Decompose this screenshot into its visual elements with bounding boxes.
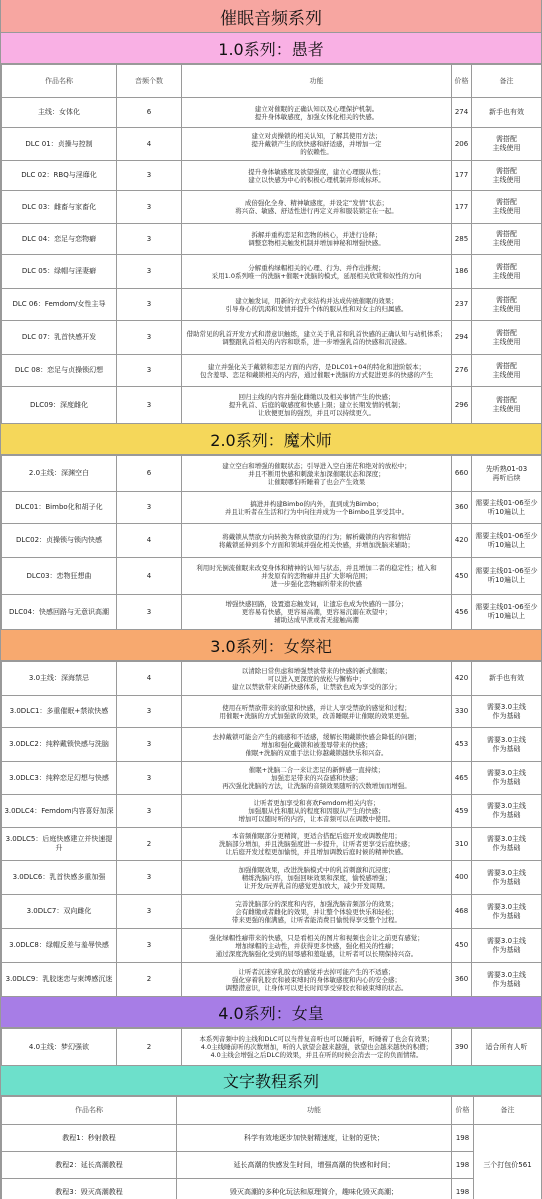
price-cell: 186 bbox=[452, 255, 472, 289]
price-cell: 198 bbox=[452, 1125, 474, 1152]
note-cell: 需要3.0主线 作为基础 bbox=[472, 895, 542, 929]
table-row bbox=[2, 387, 542, 424]
function-desc: 建立对催眠的正确认知以及心理保护机制。 提升身体敏感度，加强女体化相关的快感。 bbox=[182, 98, 452, 128]
price-cell: 198 bbox=[452, 1179, 474, 1199]
price-cell: 400 bbox=[452, 861, 472, 895]
price-cell: 390 bbox=[452, 1029, 472, 1066]
work-name: 3.0DLC8：绿帽反差与羞辱快感 bbox=[2, 929, 117, 963]
page-title: 催眠音频系列 bbox=[1, 0, 541, 33]
header-func: 功能 bbox=[177, 1097, 452, 1125]
work-name: DLC 07：乳首快感开发 bbox=[2, 321, 117, 355]
function-desc: 去掉戴锁可能会产生的痛感和不适感，缓解长期戴锁快感会降低的问题； 增加和强化戴锁和被羞辱带来的快感； 催眠+洗脑的双重手法让你越戴锁越快乐和兴奋。 bbox=[182, 728, 452, 762]
table-row bbox=[2, 224, 542, 255]
price-cell: 456 bbox=[452, 595, 472, 630]
work-name: 3.0DLC4：Femdom内容喜好加深 bbox=[2, 795, 117, 828]
audio-count: 3 bbox=[117, 224, 182, 255]
audio-count: 3 bbox=[117, 696, 182, 728]
series-3-rows bbox=[2, 662, 542, 997]
series-3-title: 3.0系列：女祭祀 bbox=[1, 630, 541, 661]
work-name: DLC01：Bimbo化和胡子化 bbox=[2, 492, 117, 524]
function-desc: 完善洗脑部分的深度和内容，加强洗脑音频部分的效果； 会有雌缴或者雌化的效果，并让整个体验更快乐和轻松； 带来更强的催满感，让听者能消费目愉悦得享受整个过程。 bbox=[182, 895, 452, 929]
note-cell: 需搭配 主线使用 bbox=[472, 191, 542, 224]
work-name: DLC 08：恋足与贞操锁幻想 bbox=[2, 355, 117, 387]
header-note: 备注 bbox=[472, 65, 542, 98]
work-name: 4.0主线：梦幻强欲 bbox=[2, 1029, 117, 1066]
function-desc: 搞进并构建Bimbo的内外，直到成为Bimbo； 并且让听者在生活和行为中向往并成为一个Bimbo且享受其中。 bbox=[182, 492, 452, 524]
price-cell: 177 bbox=[452, 161, 472, 191]
table-row bbox=[2, 1125, 542, 1152]
tutorial-name: 教程3：毁灭高潮教程 bbox=[2, 1179, 177, 1199]
work-name: 3.0DLC6：乳首快感多重加强 bbox=[2, 861, 117, 895]
audio-count: 6 bbox=[117, 456, 182, 492]
function-desc: 成倍强化全身、精神敏感度，并设定“发情”状态； 将兴奋、敏感、舒适性进行再定义并和服装锁定在一起。 bbox=[182, 191, 452, 224]
function-desc: 建立空白和增强的催眠状态；引导进入空白迷茫和绝对的放松中； 并且不断用快感和刺激来加深催眠状态和深度； 让催眠哪怕听睡着了也会产生效果 bbox=[182, 456, 452, 492]
tutorials-rows bbox=[2, 1125, 542, 1199]
function-desc: 提升身体敏感度及欲望强度，建立心理服从性； 建立以快感为中心的积极心理机制并形成标环。 bbox=[182, 161, 452, 191]
audio-count: 6 bbox=[117, 98, 182, 128]
audio-count: 3 bbox=[117, 321, 182, 355]
work-name: 3.0DLC9：乳胶迷恋与束缚感沉迷 bbox=[2, 963, 117, 997]
table-row bbox=[2, 524, 542, 558]
function-desc: 本系列音频中的主线和DLC可以当普复音听也可以睡前听，听睡着了也会有效果； 4.0主线睡前听的次数增加，听的人欲望会越来越强，欲望也会越来越快的积攒； 4.0主线会增强之后DLC的效果，并且在听的时候会消去一定的负面情绪。 bbox=[182, 1029, 452, 1066]
audio-count: 3 bbox=[117, 861, 182, 895]
function-desc: 分解重构绿帽相关的心理、行为、并作出推规； 采用1.0系列唯一的洗脑+催眠+洗脑的模式，延展相关欣赏和奴性的方向 bbox=[182, 255, 452, 289]
price-cell: 459 bbox=[452, 795, 472, 828]
price-cell: 198 bbox=[452, 1152, 474, 1179]
audio-count: 3 bbox=[117, 387, 182, 424]
note-cell: 需搭配 主线使用 bbox=[472, 355, 542, 387]
note-cell: 需要主线01-06至少 听10遍以上 bbox=[472, 524, 542, 558]
work-name: 3.0DLC2：纯粹戴锁快感与洗脑 bbox=[2, 728, 117, 762]
table-row bbox=[2, 98, 542, 128]
price-cell: 420 bbox=[452, 524, 472, 558]
tutorial-name: 教程2：延长高潮教程 bbox=[2, 1152, 177, 1179]
note-cell: 需搭配 主线使用 bbox=[472, 255, 542, 289]
function-desc: 将戴锁从禁欲方向转换为释放欲望的行为；解析戴锁的内容和情结 将戴锁延伸到多个方面和领域并强化相关快感，并增加洗脑来辅助； bbox=[182, 524, 452, 558]
note-cell: 需搭配 主线使用 bbox=[472, 289, 542, 321]
header-count: 音频个数 bbox=[117, 65, 182, 98]
series-2-rows bbox=[2, 456, 542, 630]
function-desc: 使用在听禁欲带来的欲望和快感，并让人享受禁欲的感觉和过程； 用催眠+洗脑的方式加强欲的效果，改善睡眠并让催眠的效果更强。 bbox=[182, 696, 452, 728]
table-row bbox=[2, 795, 542, 828]
audio-count: 4 bbox=[117, 662, 182, 696]
work-name: 3.0DLC3：纯粹恋足幻想与快感 bbox=[2, 762, 117, 795]
price-cell: 360 bbox=[452, 492, 472, 524]
header-note: 备注 bbox=[474, 1097, 542, 1125]
table-row bbox=[2, 828, 542, 861]
price-cell: 468 bbox=[452, 895, 472, 929]
table-row bbox=[2, 161, 542, 191]
function-desc: 让听者沉迷穿乳胶衣的感觉并去掉可能产生的不适感； 强化穿着乳胶衣和被束缚时的身体敏感度和内心的安全感； 调整潜意识，让身体可以更长时间享受穿胶衣和被束缚的状态。 bbox=[182, 963, 452, 997]
function-desc: 本音频催眠部分更精简，更适合搭配后庭开发或调教使用； 洗脑部分增加，并且洗脑强度进一步提升，让听者更享受后庭快感； 让后庭开发过程更加愉悦，并且增加调教后庭时候的精神快感。 bbox=[182, 828, 452, 861]
note-cell: 新手也有效 bbox=[472, 662, 542, 696]
table-row bbox=[2, 492, 542, 524]
table-row bbox=[2, 696, 542, 728]
function-desc: 建立触发词，用新的方式来结构并达成传统催眠的效果； 引导身心的饥渴和发情并提升个体的服从性和对女主的归属感。 bbox=[182, 289, 452, 321]
header-name: 作品名称 bbox=[2, 1097, 177, 1125]
note-cell: 需要3.0主线 作为基础 bbox=[472, 795, 542, 828]
price-cell: 285 bbox=[452, 224, 472, 255]
function-desc: 强化绿帽性癖带来的快感，只是看相关的图片和视频也会让之前更有感觉； 增加绿帽的主动性，并获得更多快感，强化相关的性癖； 通过深度洗脑强化受到的屈辱感和羞耻感，让听者可以长期保持兴奋。 bbox=[182, 929, 452, 963]
header-price: 价格 bbox=[452, 1097, 474, 1125]
table-row bbox=[2, 728, 542, 762]
table-row bbox=[2, 255, 542, 289]
price-cell: 206 bbox=[452, 128, 472, 161]
tutorials-table bbox=[1, 1096, 542, 1199]
function-desc: 以清除日常焦虑和增强禁欲带来的快感的新式催眠； 可以进入更深度的放松与懈怖中； 建立以禁欲带来的新快感体系，让禁欲也成为享受的部分； bbox=[182, 662, 452, 696]
work-name: DLC03：恋物狂想曲 bbox=[2, 558, 117, 595]
series-1-rows bbox=[2, 98, 542, 424]
work-name: 3.0DLC7：双向雌化 bbox=[2, 895, 117, 929]
audio-count: 3 bbox=[117, 355, 182, 387]
price-cell: 296 bbox=[452, 387, 472, 424]
price-cell: 177 bbox=[452, 191, 472, 224]
function-desc: 拆解并重构恋足和恋物的核心，并进行诠释； 调整恋物相关触发机制并增加神秘和增强快感。 bbox=[182, 224, 452, 255]
audio-count: 3 bbox=[117, 255, 182, 289]
price-cell: 453 bbox=[452, 728, 472, 762]
audio-count: 3 bbox=[117, 895, 182, 929]
table-row bbox=[2, 861, 542, 895]
price-cell: 276 bbox=[452, 355, 472, 387]
tutorial-name: 教程1：秒射教程 bbox=[2, 1125, 177, 1152]
note-cell: 需要3.0主线 作为基础 bbox=[472, 963, 542, 997]
note-cell: 需要3.0主线 作为基础 bbox=[472, 861, 542, 895]
price-cell: 420 bbox=[452, 662, 472, 696]
header-name: 作品名称 bbox=[2, 65, 117, 98]
work-name: DLC04：快感回路与无意识高潮 bbox=[2, 595, 117, 630]
function-desc: 增强快感回路，设置遗忘触发词，让遗忘也成为快感的一部分； 更容易有快感，更容易高潮，更容易沉溺在欢望中； 辅助达成早泄或者无接触高潮 bbox=[182, 595, 452, 630]
note-cell: 需搭配 主线使用 bbox=[472, 321, 542, 355]
audio-count: 3 bbox=[117, 795, 182, 828]
work-name: 主线：女体化 bbox=[2, 98, 117, 128]
work-name: DLC 03：雌畜与家畜化 bbox=[2, 191, 117, 224]
tutorials-title: 文字教程系列 bbox=[1, 1066, 541, 1096]
bundle-note: 三个打包价561 bbox=[474, 1125, 542, 1199]
table-row bbox=[2, 1179, 542, 1199]
audio-count: 4 bbox=[117, 524, 182, 558]
work-name: 3.0DLC1：多重催眠+禁欲快感 bbox=[2, 696, 117, 728]
audio-count: 3 bbox=[117, 762, 182, 795]
table-row bbox=[2, 558, 542, 595]
series-1-title: 1.0系列：愚者 bbox=[1, 33, 541, 64]
function-desc: 加强催眠效果，改进洗脑模式中的乳首刺激和沉浸度； 精练洗脑内容，加强回味效果和深度，愉悦感增强； 让开发/玩弄乳首的感觉更加放大，减少开发周期。 bbox=[182, 861, 452, 895]
note-cell: 需要主线01-06至少 听10遍以上 bbox=[472, 595, 542, 630]
price-cell: 237 bbox=[452, 289, 472, 321]
series-4-table bbox=[1, 1028, 542, 1066]
note-cell: 需要3.0主线 作为基础 bbox=[472, 728, 542, 762]
series-1-table bbox=[1, 64, 542, 424]
table-row bbox=[2, 128, 542, 161]
series-3-table bbox=[1, 661, 542, 997]
header-func: 功能 bbox=[182, 65, 452, 98]
price-cell: 360 bbox=[452, 963, 472, 997]
function-desc: 催眠+洗脑二合一来让恋足的新鲜感一直持续； 加强恋足带来的兴奋感和快感； 再次强化洗脑的方法，让洗脑的音频效果随听的次数增加而增强。 bbox=[182, 762, 452, 795]
audio-count: 3 bbox=[117, 161, 182, 191]
work-name: DLC 02：RBQ与淫靡化 bbox=[2, 161, 117, 191]
note-cell: 需要3.0主线 作为基础 bbox=[472, 828, 542, 861]
table-row bbox=[2, 456, 542, 492]
note-cell: 需要3.0主线 作为基础 bbox=[472, 696, 542, 728]
price-cell: 330 bbox=[452, 696, 472, 728]
table-row bbox=[2, 895, 542, 929]
audio-count: 4 bbox=[117, 128, 182, 161]
table-row bbox=[2, 929, 542, 963]
series-4-rows bbox=[2, 1029, 542, 1066]
function-desc: 建立对贞操锁的相关认知，了解其使用方法； 提升戴锁产生的欣快感和舒适感，并增加一定 的依赖性。 bbox=[182, 128, 452, 161]
work-name: DLC 01：贞操与控制 bbox=[2, 128, 117, 161]
work-name: 3.0主线：深海禁忌 bbox=[2, 662, 117, 696]
audio-count: 2 bbox=[117, 828, 182, 861]
price-cell: 450 bbox=[452, 558, 472, 595]
function-desc: 利用时光倒流催眠来改变身体和精神的认知与状态，并且增加二者的稳定性；植入和 并发原有的恋物癖并且扩大影响范围； 进一步强化恋物癖所带来的快感 bbox=[182, 558, 452, 595]
table-row bbox=[2, 1152, 542, 1179]
function-desc: 回归主线的内容并强化雌缴以及相关事情产生的快感； 提升乳首、后庭的敏感度和快感上限；建立长期发情的机制； 让欣便更加的强烈，并且可以持续更久。 bbox=[182, 387, 452, 424]
table-row bbox=[2, 762, 542, 795]
tutorial-desc: 毁灭高潮的多种化玩法和原理简介，趣味化毁灭高潮； bbox=[177, 1179, 452, 1199]
price-cell: 660 bbox=[452, 456, 472, 492]
function-desc: 让听者更加享受和喜欢Femdom相关内容； 加强服从性和服从的程度和因服从产生的快感； 增加可以随时听的内容，让本音频可以在调教中使用。 bbox=[182, 795, 452, 828]
note-cell: 需要3.0主线 作为基础 bbox=[472, 929, 542, 963]
audio-count: 3 bbox=[117, 595, 182, 630]
header-price: 价格 bbox=[452, 65, 472, 98]
work-name: 3.0DLC5：后庭快感建立并快速提升 bbox=[2, 828, 117, 861]
tutorials-header-row bbox=[2, 1097, 542, 1125]
audio-count: 3 bbox=[117, 289, 182, 321]
note-cell: 需搭配 主线使用 bbox=[472, 387, 542, 424]
table-row bbox=[2, 963, 542, 997]
work-name: DLC 06：Femdom/女性主导 bbox=[2, 289, 117, 321]
note-cell: 需要3.0主线 作为基础 bbox=[472, 762, 542, 795]
note-cell: 需搭配 主线使用 bbox=[472, 224, 542, 255]
price-cell: 465 bbox=[452, 762, 472, 795]
table-row bbox=[2, 355, 542, 387]
audio-count: 2 bbox=[117, 963, 182, 997]
audio-count: 4 bbox=[117, 558, 182, 595]
price-cell: 294 bbox=[452, 321, 472, 355]
tutorial-desc: 延长高潮的快感发生时间，增强高潮的快感和时间； bbox=[177, 1152, 452, 1179]
work-name: DLC09：深度雌化 bbox=[2, 387, 117, 424]
table-row bbox=[2, 1029, 542, 1066]
table-row bbox=[2, 595, 542, 630]
table-row bbox=[2, 321, 542, 355]
work-name: DLC 04：恋足与恋物癖 bbox=[2, 224, 117, 255]
work-name: DLC 05：绿帽与淫妻癖 bbox=[2, 255, 117, 289]
note-cell: 适合所有人听 bbox=[472, 1029, 542, 1066]
work-name: DLC02：贞操锁与锁内快感 bbox=[2, 524, 117, 558]
table-header-row bbox=[2, 65, 542, 98]
audio-count: 2 bbox=[117, 1029, 182, 1066]
function-desc: 建立并强化关于戴锁和恋足方面的内容，是DLC01+04的特化和进阶版本； 包含羞辱、恋足和戴锁相关的内容，通过催眠+洗脑的方式促进更多的快感的产生 bbox=[182, 355, 452, 387]
price-cell: 450 bbox=[452, 929, 472, 963]
price-cell: 310 bbox=[452, 828, 472, 861]
note-cell: 需要主线01-06至少 听10遍以上 bbox=[472, 558, 542, 595]
audio-count: 3 bbox=[117, 191, 182, 224]
price-cell: 274 bbox=[452, 98, 472, 128]
note-cell: 需要主线01-06至少 听10遍以上 bbox=[472, 492, 542, 524]
function-desc: 借助常见的乳首开发方式和潜意识触练，建立关于乳首和乳首快感的正确认知与动机体系； 调整跟乳首相关的内容和联系，进一步增强乳首的快感和沉浸感。 bbox=[182, 321, 452, 355]
tutorial-desc: 科学有效地逐步加快射精速度，让射的更快； bbox=[177, 1125, 452, 1152]
series-2-table bbox=[1, 455, 542, 630]
table-row bbox=[2, 191, 542, 224]
note-cell: 新手也有效 bbox=[472, 98, 542, 128]
audio-count: 3 bbox=[117, 492, 182, 524]
note-cell: 需搭配 主线使用 bbox=[472, 128, 542, 161]
audio-count: 3 bbox=[117, 728, 182, 762]
note-cell: 需搭配 主线使用 bbox=[472, 161, 542, 191]
series-4-title: 4.0系列：女皇 bbox=[1, 997, 541, 1028]
work-name: 2.0主线：深渊空白 bbox=[2, 456, 117, 492]
audio-count: 3 bbox=[117, 929, 182, 963]
note-cell: 先听熟01-03 再听后续 bbox=[472, 456, 542, 492]
series-2-title: 2.0系列：魔术师 bbox=[1, 424, 541, 455]
table-row bbox=[2, 289, 542, 321]
table-row bbox=[2, 662, 542, 696]
